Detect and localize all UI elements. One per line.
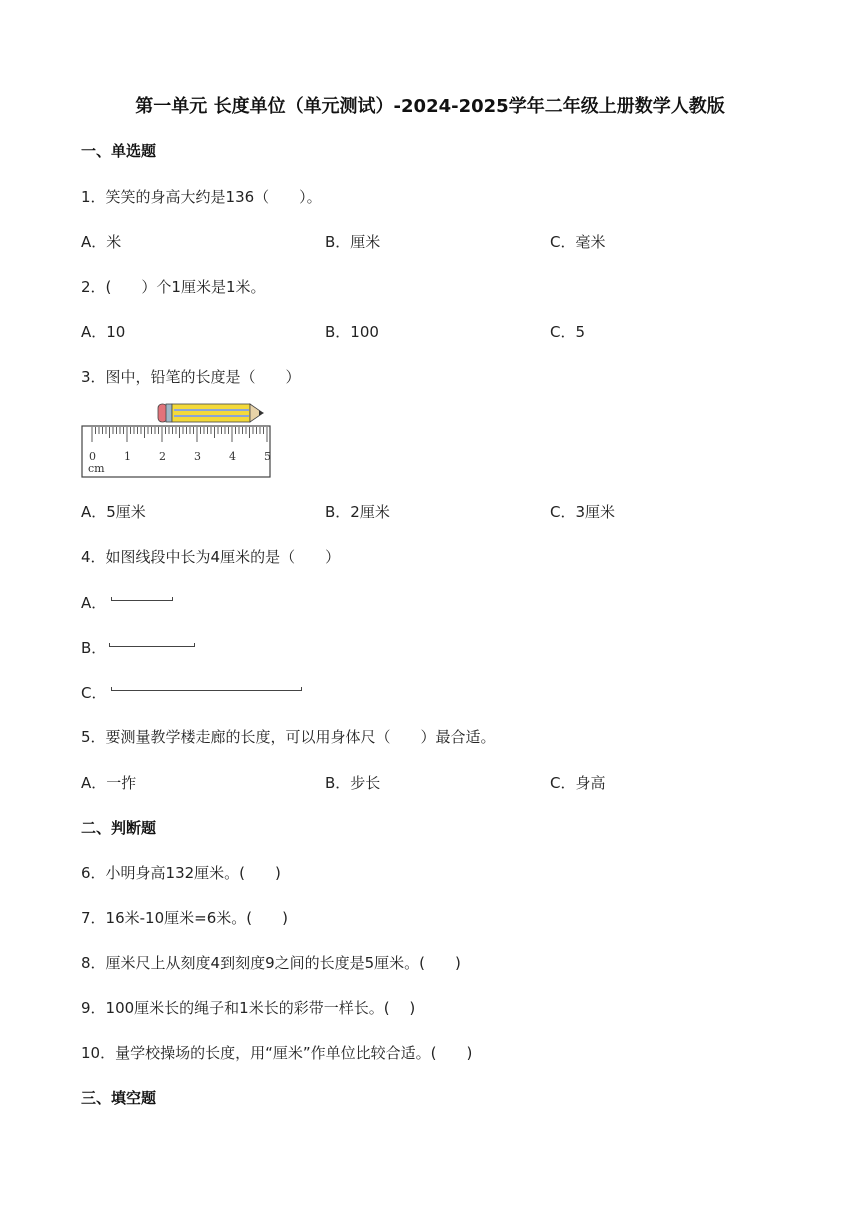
q4-option-a: A． [81, 594, 107, 612]
q4-option-b: B． [81, 639, 107, 657]
ruler-number: 1 [124, 450, 131, 463]
section-heading-true-false: 二、判断题 [81, 819, 157, 837]
question-9: 9．100厘米长的绳子和1米长的彩带一样长。( ) [81, 999, 416, 1017]
ruler-number: 0 [89, 450, 96, 463]
question-2: 2．( ）个1厘米是1米。 [81, 278, 266, 296]
q2-option-c: C．5 [550, 323, 586, 341]
question-4: 4．如图线段中长为4厘米的是（ ） [81, 548, 341, 566]
q5-option-a: A．一拃 [81, 774, 137, 792]
q3-option-c: C．3厘米 [550, 503, 616, 521]
q1-option-b: B．厘米 [325, 233, 381, 251]
question-3: 3．图中，铅笔的长度是（ ） [81, 368, 301, 386]
ruler-number: 2 [159, 450, 166, 463]
ruler-number: 5 [264, 450, 271, 463]
question-10: 10．量学校操场的长度，用“厘米”作单位比较合适。( ) [81, 1044, 473, 1062]
q5-option-b: B．步长 [325, 774, 381, 792]
q3-option-a: A．5厘米 [81, 503, 146, 521]
section-heading-fill-blank: 三、填空题 [81, 1089, 157, 1107]
line-segment-b [109, 643, 195, 647]
question-1: 1．笑笑的身高大约是136（ ）。 [81, 188, 322, 206]
line-segment-a [111, 597, 173, 601]
ruler-unit-label: cm [88, 462, 105, 475]
question-8: 8．厘米尺上从刻度4到刻度9之间的长度是5厘米。( ) [81, 954, 461, 972]
question-5: 5．要测量教学楼走廊的长度，可以用身体尺（ ）最合适。 [81, 728, 496, 746]
q2-option-b: B．100 [325, 323, 379, 341]
pencil-icon [158, 404, 264, 422]
ruler-number: 4 [229, 450, 236, 463]
section-heading-single-choice: 一、单选题 [81, 142, 157, 160]
q1-option-c: C．毫米 [550, 233, 606, 251]
q5-option-c: C．身高 [550, 774, 606, 792]
question-6: 6．小明身高132厘米。( ) [81, 864, 281, 882]
ruler-number: 3 [194, 450, 201, 463]
q2-option-a: A．10 [81, 323, 126, 341]
q4-option-c: C． [81, 684, 107, 702]
q3-option-b: B．2厘米 [325, 503, 390, 521]
line-segment-c [111, 687, 302, 691]
pencil-ruler-figure [80, 401, 274, 481]
page-title: 第一单元 长度单位（单元测试）-2024-2025学年二年级上册数学人教版 [135, 96, 725, 117]
question-7: 7．16米-10厘米=6米。( ) [81, 909, 288, 927]
q1-option-a: A．米 [81, 233, 122, 251]
